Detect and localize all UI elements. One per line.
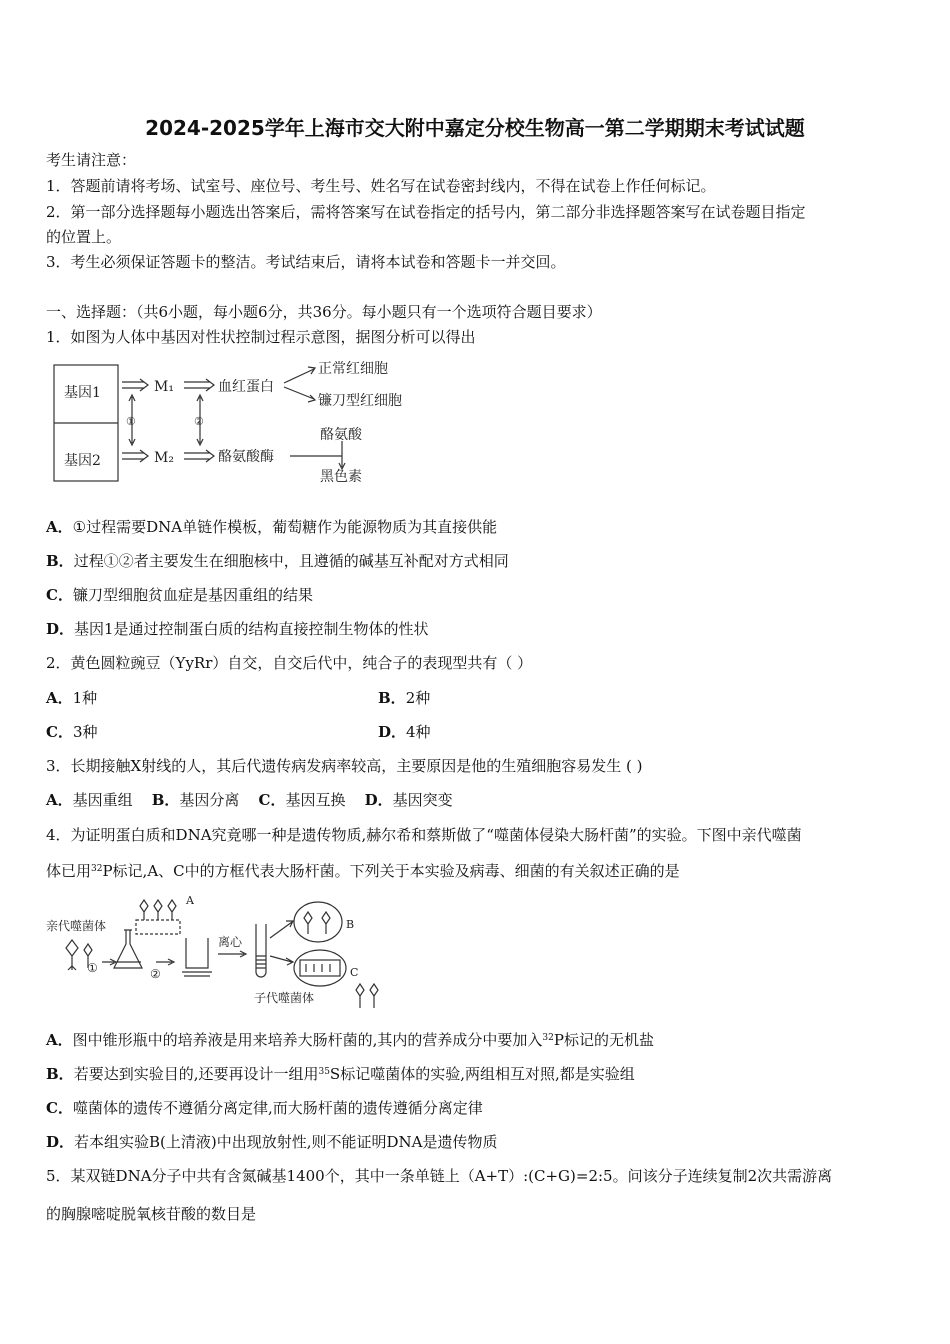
q4-stem-line2: 体已用$^{32}$P标记,A、C中的方框代表大肠杆菌。下列关于本实验及病毒、细菌的有关叙述正确的是	[46, 862, 680, 880]
q2-option-d[interactable]: D．4种	[378, 723, 431, 741]
sickle-rbc-label: 镰刀型红细胞	[318, 393, 402, 409]
q4-option-b[interactable]: B．若要达到实验目的,还要再设计一组用$^{35}$S标记噬菌体的实验,两组相互对照,都是实验组	[46, 1065, 635, 1083]
m1-label: M₁	[154, 379, 174, 395]
q1-option-b[interactable]: B．过程①②者主要发生在细胞核中，且遵循的碱基互补配对方式相同	[46, 552, 509, 570]
q2-stem: 2．黄色圆粒豌豆（YyRr）自交，自交后代中，纯合子的表现型共有（ ）	[46, 654, 533, 672]
exam-title: 2024-2025学年上海市交大附中嘉定分校生物高一第二学期期末考试试题	[145, 116, 805, 140]
gene1-label: 基因1	[64, 385, 101, 401]
q2-option-a[interactable]: A．1种	[46, 689, 98, 707]
q1-option-c[interactable]: C．镰刀型细胞贫血症是基因重组的结果	[46, 586, 313, 604]
q3-option-b[interactable]: B．基因分离	[151, 791, 240, 809]
notice-item-2-cont: 的位置上。	[46, 228, 122, 246]
q1-option-a[interactable]: A．①过程需要DNA单链作模板，葡萄糖作为能源物质为其直接供能	[46, 518, 498, 536]
q4-stem-line1: 4．为证明蛋白质和DNA究竟哪一种是遗传物质,赫尔希和蔡斯做了“噬菌体侵染大肠杆菌”的实验。下图中亲代噬菌	[46, 826, 802, 844]
m2-label: M₂	[154, 450, 174, 466]
parent-phage-label: 亲代噬菌体	[46, 919, 107, 933]
q2-option-c[interactable]: C．3种	[46, 723, 98, 741]
label-c: C	[350, 966, 359, 979]
q1-option-d[interactable]: D．基因1是通过控制蛋白质的结构直接控制生物体的性状	[46, 620, 429, 638]
phage-experiment-diagram	[44, 890, 394, 1015]
notice-heading: 考生请注意：	[46, 151, 137, 169]
label-a: A	[186, 894, 194, 907]
label-b: B	[346, 918, 355, 931]
q4-step1-label: ①	[87, 961, 98, 975]
gene-control-diagram	[52, 355, 442, 490]
notice-item-2: 2．第一部分选择题每小题选出答案后，需将答案写在试卷指定的括号内，第二部分非选择题答案写在试卷题目指定	[46, 203, 806, 221]
child-phage-label: 子代噬菌体	[254, 991, 315, 1005]
enzyme-label: 酪氨酸酶	[218, 449, 274, 465]
q3-stem: 3．长期接触X射线的人，其后代遗传病发病率较高，主要原因是他的生殖细胞容易发生 ( )	[46, 757, 643, 775]
q3-option-c[interactable]: C．基因互换	[258, 791, 346, 809]
step1-label: ①	[126, 415, 136, 428]
q5-stem-line2: 的胸腺嘧啶脱氧核苷酸的数目是	[46, 1205, 257, 1223]
centrifuge-label: 离心	[218, 935, 243, 949]
normal-rbc-label: 正常红细胞	[318, 361, 388, 377]
notice-item-3: 3．考生必须保证答题卡的整洁。考试结束后，请将本试卷和答题卡一并交回。	[46, 253, 566, 271]
q4-option-d[interactable]: D．若本组实验B(上清液)中出现放射性,则不能证明DNA是遗传物质	[46, 1133, 498, 1151]
q3-option-d[interactable]: D．基因突变	[364, 791, 453, 809]
gene2-label: 基因2	[64, 453, 101, 469]
q1-stem: 1．如图为人体中基因对性状控制过程示意图，据图分析可以得出	[46, 328, 476, 346]
step2-label: ②	[194, 415, 204, 428]
tyrosine-label: 酪氨酸	[320, 427, 362, 443]
q5-stem-line1: 5．某双链DNA分子中共有含氮碱基1400个，其中一条单链上（A+T）:(C+G)=2:5。问该分子连续复制2次共需游离	[46, 1167, 833, 1185]
melanin-label: 黑色素	[320, 469, 362, 485]
q4-option-c[interactable]: C．噬菌体的遗传不遵循分离定律,而大肠杆菌的遗传遵循分离定律	[46, 1099, 483, 1117]
notice-item-1: 1．答题前请将考场、试室号、座位号、考生号、姓名写在试卷密封线内，不得在试卷上作任何标记。	[46, 177, 716, 195]
q3-options	[46, 790, 453, 810]
q3-option-a[interactable]: A．基因重组	[46, 791, 133, 809]
hemoglobin-label: 血红蛋白	[218, 379, 274, 395]
q4-option-a[interactable]: A．图中锥形瓶中的培养液是用来培养大肠杆菌的,其内的营养成分中要加入$^{32}$P标记的无机盐	[46, 1031, 654, 1049]
q4-step2-label: ②	[150, 967, 161, 981]
q2-option-b[interactable]: B．2种	[378, 689, 431, 707]
section-heading: 一、选择题：（共6小题，每小题6分，共36分。每小题只有一个选项符合题目要求）	[46, 303, 602, 321]
